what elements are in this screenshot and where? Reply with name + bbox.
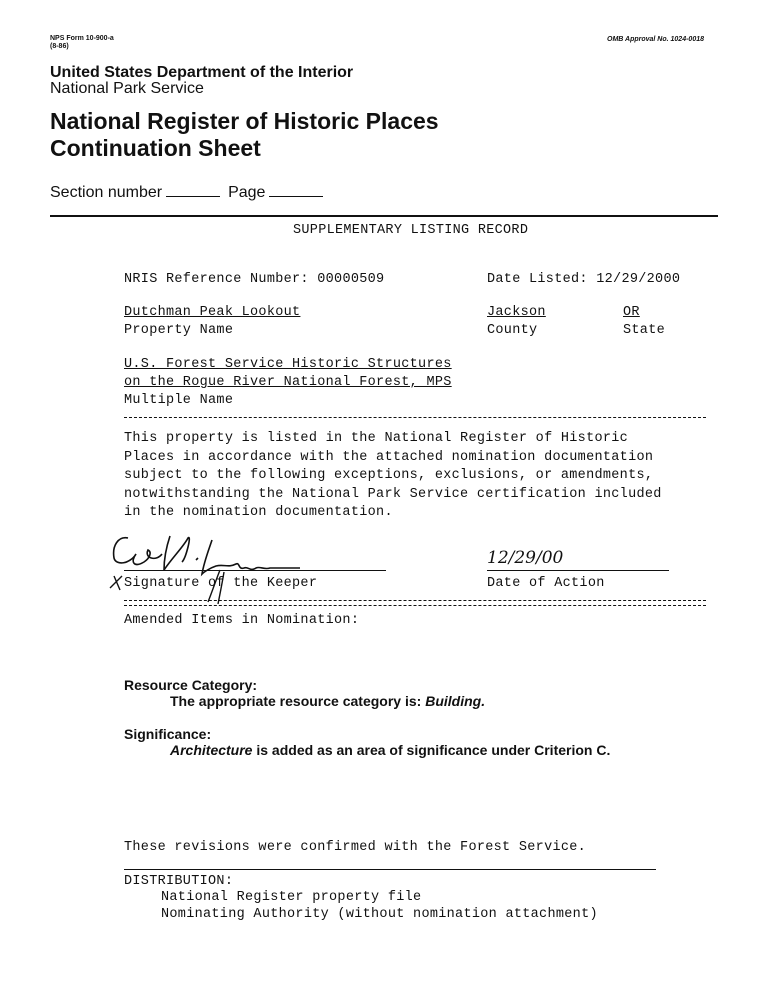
handwritten-action-date: 12/29/00: [487, 548, 564, 568]
resource-category-heading: Resource Category:: [124, 677, 258, 693]
distribution-label: DISTRIBUTION:: [124, 874, 234, 889]
footer-divider: [124, 869, 656, 870]
significance-heading: Significance:: [124, 726, 212, 742]
multiple-name-line-2: on the Rogue River National Forest, MPS: [124, 375, 452, 390]
property-name-label: Property Name: [124, 323, 234, 338]
nris-reference: [124, 272, 384, 287]
form-number: NPS Form 10-900-a (8-86): [50, 35, 114, 50]
county-value: Jackson: [487, 305, 546, 320]
state-label: State: [623, 323, 666, 338]
omb-approval: OMB Approval No. 1024-0018: [607, 36, 704, 43]
date-listed-value: 12/29/2000: [596, 272, 681, 287]
section-number-blank: [166, 184, 220, 197]
nris-label: NRIS Reference Number:: [124, 272, 309, 287]
record-heading: SUPPLEMENTARY LISTING RECORD: [293, 223, 529, 238]
multiple-name-line-1: U.S. Forest Service Historic Structures: [124, 357, 452, 372]
county-label: County: [487, 323, 538, 338]
confirmation-note: These revisions were confirmed with the Forest Service.: [124, 840, 587, 855]
department-name: United States Department of the Interior: [50, 64, 354, 81]
page-label: Page: [228, 184, 266, 201]
section-page-line: [50, 184, 331, 202]
multiple-name-label: Multiple Name: [124, 393, 234, 408]
significance-text: Architecture is added as an area of significance under Criterion C.: [170, 742, 611, 758]
listing-statement: This property is listed in the National Register of Historic Places in accordance with the attached nomination documentation subject to the following exceptions, exclusions, or amendments, notwithstanding the National Park Service certification included in the nomination documentation.: [124, 431, 662, 520]
page-title: National Register of Historic Places Continuation Sheet: [50, 108, 439, 161]
resource-category-text: The appropriate resource category is: Building.: [170, 693, 486, 709]
resource-category-value: Building.: [425, 693, 486, 709]
dashed-divider: [124, 417, 706, 418]
significance-term: Architecture: [170, 742, 253, 758]
date-action-line: [487, 570, 669, 571]
distribution-item: National Register property file: [161, 890, 422, 905]
distribution-item: Nominating Authority (without nomination attachment): [161, 907, 598, 922]
keeper-signature: [100, 528, 350, 608]
section-number-label: Section number: [50, 184, 163, 201]
signature-line: [124, 570, 386, 571]
nris-number: 00000509: [317, 272, 385, 287]
date-listed: [487, 272, 680, 287]
amended-items-label: Amended Items in Nomination:: [124, 613, 360, 628]
state-value: OR: [623, 305, 640, 320]
property-name-value: Dutchman Peak Lookout: [124, 305, 301, 320]
double-dashed-divider: [124, 600, 706, 606]
page-number-blank: [269, 184, 323, 197]
signature-label: Signature of the Keeper: [124, 576, 318, 591]
date-listed-label: Date Listed:: [487, 272, 588, 287]
header-divider: [50, 215, 718, 217]
date-of-action-label: Date of Action: [487, 576, 605, 591]
agency-name: National Park Service: [50, 80, 204, 97]
